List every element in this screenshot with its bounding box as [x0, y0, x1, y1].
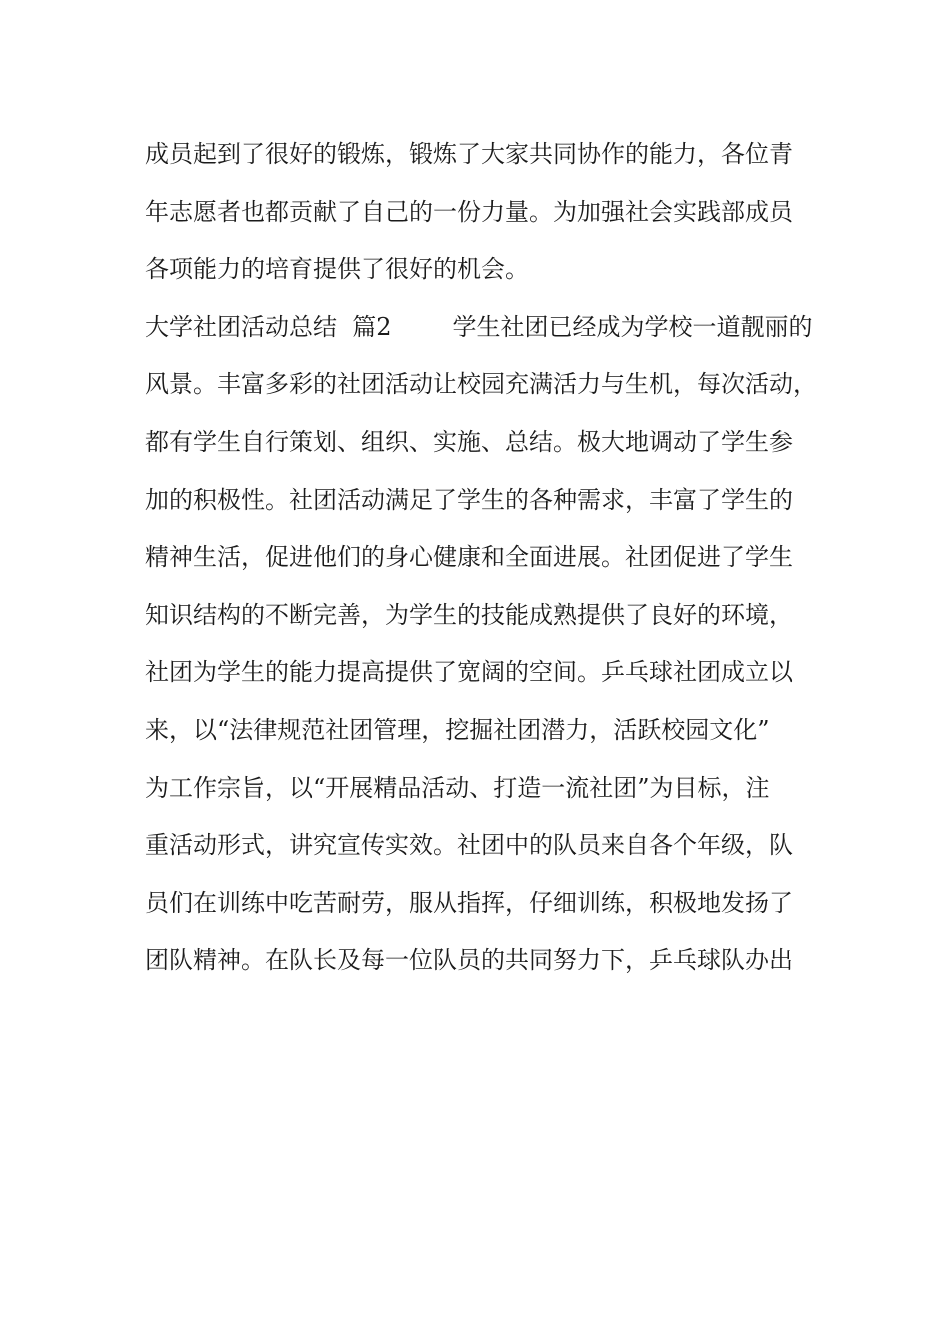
text-line-2: 年志愿者也都贡献了自己的一份力量。为加强社会实践部成员 — [145, 197, 793, 226]
body-text — [145, 126, 835, 990]
text-line-12: 为工作宗旨，以“开展精品活动、打造一流社团”为目标，注 — [145, 773, 770, 802]
text-line-6: 都有学生自行策划、组织、实施、总结。极大地调动了学生参 — [145, 427, 793, 456]
text-line-4: 大学社团活动总结 篇2 学生社团已经成为学校一道靓丽的 — [145, 312, 813, 341]
text-line-11: 来，以“法律规范社团管理，挖掘社团潜力，活跃校园文化” — [145, 715, 770, 744]
text-line-7: 加的积极性。社团活动满足了学生的各种需求，丰富了学生的 — [145, 485, 793, 514]
text-line-15: 团队精神。在队长及每一位队员的共同努力下，乒乓球队办出 — [145, 946, 793, 975]
text-line-3: 各项能力的培育提供了很好的机会。 — [145, 255, 529, 284]
text-line-10: 社团为学生的能力提高提供了宽阔的空间。乒乓球社团成立以 — [145, 658, 793, 687]
text-line-13: 重活动形式，讲究宣传实效。社团中的队员来自各个年级，队 — [145, 831, 793, 860]
text-line-5: 风景。丰富多彩的社团活动让校园充满活力与生机，每次活动， — [145, 370, 817, 399]
text-line-1: 成员起到了很好的锻炼，锻炼了大家共同协作的能力，各位青 — [145, 140, 793, 168]
text-line-9: 知识结构的不断完善，为学生的技能成熟提供了良好的环境， — [145, 600, 793, 629]
text-line-14: 员们在训练中吃苦耐劳，服从指挥，仔细训练，积极地发扬了 — [145, 888, 793, 917]
text-line-8: 精神生活，促进他们的身心健康和全面进展。社团促进了学生 — [145, 543, 793, 572]
